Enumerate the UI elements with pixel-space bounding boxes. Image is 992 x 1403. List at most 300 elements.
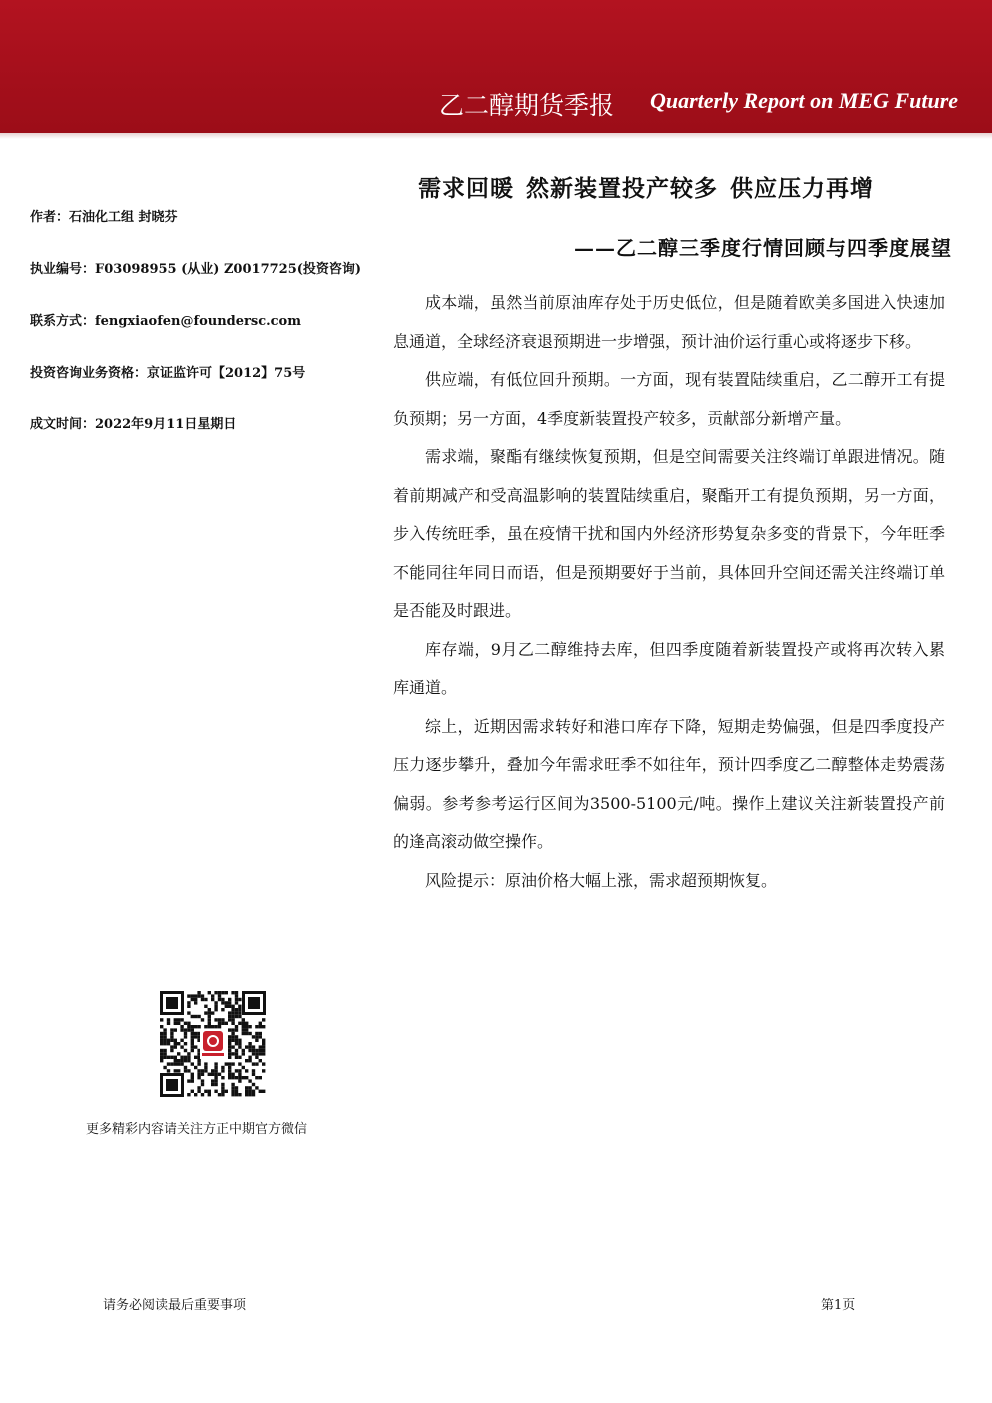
qr-module: [228, 998, 231, 1001]
qr-module: [252, 1035, 255, 1038]
qr-module: [248, 1086, 251, 1089]
qr-module: [248, 1042, 251, 1045]
qr-module: [255, 1052, 258, 1055]
qr-module: [235, 1049, 238, 1052]
qr-module: [228, 1018, 231, 1021]
qr-module: [221, 1066, 224, 1069]
qr-module: [204, 1005, 207, 1008]
qr-module: [228, 1015, 231, 1018]
qr-module: [191, 1062, 194, 1065]
qr-module: [208, 1090, 211, 1093]
qr-module: [214, 1079, 217, 1082]
qr-module: [235, 1015, 238, 1018]
qr-module: [245, 1025, 248, 1028]
qr-module: [191, 1028, 194, 1031]
qr-module: [187, 1052, 190, 1055]
qr-module: [238, 1056, 241, 1059]
qr-module: [214, 1066, 217, 1069]
qr-module: [228, 1045, 231, 1048]
qr-module: [174, 1059, 177, 1062]
qr-module: [167, 1042, 170, 1045]
qr-module: [184, 1056, 187, 1059]
qr-module: [174, 1018, 177, 1021]
qr-module: [187, 1001, 190, 1004]
qr-module: [180, 1062, 183, 1065]
qr-module: [228, 1039, 231, 1042]
header-title-cn: 乙二醇期货季报: [439, 91, 615, 120]
license-number-line: 执业编号：F03098955 (从业) Z0017725(投资咨询): [30, 262, 362, 277]
qr-module: [238, 1008, 241, 1011]
qr-module: [252, 1052, 255, 1055]
qr-module: [197, 1090, 200, 1093]
qr-module: [252, 1093, 255, 1096]
qr-module: [231, 1093, 234, 1096]
author-line: 作者：石油化工组 封晓芬: [30, 210, 178, 225]
qr-module: [262, 1069, 265, 1072]
qr-module: [221, 1008, 224, 1011]
qr-module: [242, 1076, 245, 1079]
qr-module: [221, 1001, 224, 1004]
qr-module: [197, 994, 200, 997]
qr-module: [187, 994, 190, 997]
qr-module: [214, 1083, 217, 1086]
qr-module: [187, 1093, 190, 1096]
qr-module: [191, 1049, 194, 1052]
qr-module: [177, 1022, 180, 1025]
qr-module: [208, 1093, 211, 1096]
qr-module: [201, 1083, 204, 1086]
qr-module: [191, 1090, 194, 1093]
qr-module: [197, 991, 200, 994]
qr-module: [163, 1052, 166, 1055]
qr-module: [242, 1025, 245, 1028]
qr-module: [174, 1022, 177, 1025]
paragraph-demand: 需求端，聚酯有继续恢复预期，但是空间需要关注终端订单跟进情况。随着前期减产和受高温影响的装置陆续重启，聚酯开工有提负预期，另一方面，步入传统旺季，虽在疫情干扰和国内外经济形势复杂多变的背景下，今年旺季不能同往年同日而语，但是预期要好于当前，具体回升空间还需关注终端订单是否能及时跟进。: [393, 447, 945, 620]
qr-module: [252, 1049, 255, 1052]
qr-module: [187, 1025, 190, 1028]
qr-module: [194, 1001, 197, 1004]
qr-module: [187, 1079, 190, 1082]
header-title-en: Quarterly Report on MEG Future: [650, 88, 959, 113]
qr-module: [177, 1059, 180, 1062]
qr-module: [242, 1022, 245, 1025]
qr-module: [221, 1093, 224, 1096]
paragraph-risk: 风险提示：原油价格大幅上涨，需求超预期恢复。: [425, 870, 778, 890]
report-title-part-2: 然新装置投产较多: [526, 175, 718, 202]
qr-module: [228, 1042, 231, 1045]
qr-module: [255, 1032, 258, 1035]
qr-module: [187, 1028, 190, 1031]
qr-module: [204, 1011, 207, 1014]
qr-module: [231, 1045, 234, 1048]
qr-module: [180, 1039, 183, 1042]
qr-module: [231, 1008, 234, 1011]
qr-module: [231, 1083, 234, 1086]
qr-module: [245, 1086, 248, 1089]
qr-module: [214, 1069, 217, 1072]
qr-module: [163, 1049, 166, 1052]
qr-module: [194, 1045, 197, 1048]
qr-module: [262, 1090, 265, 1093]
qr-module: [238, 1069, 241, 1072]
qr-module: [214, 1090, 217, 1093]
qr-module: [235, 1069, 238, 1072]
qr-module: [208, 1022, 211, 1025]
qr-module: [238, 1062, 241, 1065]
paragraph-cost: 成本端，虽然当前原油库存处于历史低位，但是随着欧美多国进入快速加息通道，全球经济衰退预期进一步增强，预计油价运行重心或将逐步下移。: [393, 293, 945, 351]
qr-module: [201, 1093, 204, 1096]
qr-module: [160, 1025, 163, 1028]
qr-module: [208, 1008, 211, 1011]
qr-module: [191, 1073, 194, 1076]
qr-module: [248, 1090, 251, 1093]
qr-module: [221, 1086, 224, 1089]
qualification-line: 投资咨询业务资格：京证监许可【2012】75号: [30, 366, 306, 381]
qr-module: [221, 1090, 224, 1093]
qr-module: [228, 1076, 231, 1079]
qr-module: [167, 1069, 170, 1072]
report-subtitle: ——乙二醇三季度行情回顾与四季度展望: [574, 236, 952, 260]
qr-module: [231, 1086, 234, 1089]
qr-module: [170, 1039, 173, 1042]
qr-module: [248, 1079, 251, 1082]
qr-module: [167, 1039, 170, 1042]
qr-module: [211, 1079, 214, 1082]
qr-module: [252, 1073, 255, 1076]
qr-module: [211, 994, 214, 997]
qr-module: [228, 1066, 231, 1069]
qr-module: [201, 998, 204, 1001]
qr-module: [218, 1018, 221, 1021]
qr-module: [170, 1032, 173, 1035]
qr-module: [218, 998, 221, 1001]
qr-module: [235, 998, 238, 1001]
qr-module: [191, 998, 194, 1001]
qr-module: [242, 1049, 245, 1052]
qr-module: [231, 991, 234, 994]
qr-module: [259, 1032, 262, 1035]
qr-module: [214, 1001, 217, 1004]
qr-module: [191, 1032, 194, 1035]
qr-module: [191, 1076, 194, 1079]
qr-module: [201, 1069, 204, 1072]
qr-module: [218, 1093, 221, 1096]
qr-module: [255, 1035, 258, 1038]
qr-module: [235, 991, 238, 994]
qr-module: [160, 1042, 163, 1045]
qr-module: [191, 1079, 194, 1082]
qr-module: [238, 998, 241, 1001]
qr-module: [235, 1093, 238, 1096]
qr-module: [174, 1062, 177, 1065]
qr-module: [197, 1073, 200, 1076]
qr-module: [228, 1001, 231, 1004]
qr-module: [163, 1042, 166, 1045]
qr-module: [248, 1093, 251, 1096]
qr-module: [197, 1069, 200, 1072]
qr-module: [242, 1052, 245, 1055]
qr-module: [163, 1056, 166, 1059]
qr-module: [201, 994, 204, 997]
qr-module: [245, 1076, 248, 1079]
qr-module: [231, 1035, 234, 1038]
qr-module: [238, 1079, 241, 1082]
qr-module: [228, 1069, 231, 1072]
qr-module: [259, 1090, 262, 1093]
qr-module: [255, 1056, 258, 1059]
paragraph-supply: 供应端，有低位回升预期。一方面，现有装置陆续重启，乙二醇开工有提负预期；另一方面，4季度新装置投产较多，贡献部分新增产量。: [393, 370, 945, 428]
qr-module: [235, 1008, 238, 1011]
qr-module: [214, 1018, 217, 1021]
qr-module: [194, 998, 197, 1001]
qr-module: [187, 1056, 190, 1059]
qr-module: [167, 1056, 170, 1059]
page-number: 第1页: [821, 1298, 856, 1313]
qr-module: [235, 1052, 238, 1055]
qr-module: [163, 1066, 166, 1069]
qr-module: [255, 1086, 258, 1089]
qr-module: [252, 1069, 255, 1072]
qr-module: [180, 1056, 183, 1059]
qr-module: [259, 1076, 262, 1079]
qr-module: [262, 1062, 265, 1065]
qr-module: [191, 1035, 194, 1038]
qr-module: [194, 1025, 197, 1028]
qr-module: [191, 1015, 194, 1018]
qr-module: [204, 1062, 207, 1065]
qr-module: [174, 1056, 177, 1059]
qr-module: [191, 1025, 194, 1028]
qr-module: [194, 1093, 197, 1096]
qr-module: [167, 1018, 170, 1021]
qr-module: [231, 1015, 234, 1018]
qr-module: [214, 1076, 217, 1079]
qr-module: [211, 1083, 214, 1086]
qr-module: [174, 1042, 177, 1045]
qr-module: [255, 1025, 258, 1028]
qr-module: [218, 1022, 221, 1025]
qr-module: [211, 1011, 214, 1014]
qr-module: [191, 1045, 194, 1048]
qr-module: [160, 1056, 163, 1059]
qr-module: [221, 1083, 224, 1086]
report-title-part-1: 需求回暖: [418, 175, 514, 202]
qr-module: [218, 1025, 221, 1028]
qr-module: [221, 998, 224, 1001]
qr-module: [248, 1032, 251, 1035]
qr-module: [214, 1062, 217, 1065]
qr-module: [259, 1035, 262, 1038]
qr-module: [262, 1042, 265, 1045]
qr-module: [235, 1028, 238, 1031]
qr-module: [228, 1005, 231, 1008]
qr-module: [231, 1039, 234, 1042]
qr-module: [180, 1018, 183, 1021]
header-banner-shadow: [0, 133, 992, 139]
qr-module: [208, 1011, 211, 1014]
report-title-part-3: 供应压力再增: [730, 175, 874, 202]
qr-module: [197, 1062, 200, 1065]
contact-line: 联系方式：fengxiaofen@foundersc.com: [30, 314, 301, 329]
report-title: [418, 170, 874, 203]
qr-module: [255, 1049, 258, 1052]
qr-module: [177, 1018, 180, 1021]
qr-module: [214, 1008, 217, 1011]
qr-module: [191, 994, 194, 997]
qr-module: [252, 1045, 255, 1048]
qr-module: [242, 1018, 245, 1021]
paragraph-inventory: 库存端，9月乙二醇维持去库，但四季度随着新装置投产或将再次转入累库通道。: [393, 639, 945, 697]
qr-module: [252, 1090, 255, 1093]
qr-module: [259, 1049, 262, 1052]
qr-module: [197, 1076, 200, 1079]
qr-module: [208, 1018, 211, 1021]
qr-module: [211, 998, 214, 1001]
qr-module: [180, 1028, 183, 1031]
qr-module: [262, 1052, 265, 1055]
qr-module: [225, 1090, 228, 1093]
qr-module: [160, 1039, 163, 1042]
qr-module: [231, 1090, 234, 1093]
qr-module: [245, 1069, 248, 1072]
qr-module: [235, 1056, 238, 1059]
qr-module: [225, 1062, 228, 1065]
qr-module: [218, 1073, 221, 1076]
qr-module: [208, 1025, 211, 1028]
qr-module: [235, 1042, 238, 1045]
qr-module: [177, 1042, 180, 1045]
qr-module: [228, 1062, 231, 1065]
qr-module: [208, 991, 211, 994]
qr-module: [211, 1073, 214, 1076]
paragraph-summary: 综上，近期因需求转好和港口库存下降，短期走势偏强，但是四季度投产压力逐步攀升，叠加今年需求旺季不如往年，预计四季度乙二醇整体走势震荡偏弱。参考参考运行区间为3500-5100元/吨。操作上建议关注新装置投产前的逢高滚动做空操作。: [393, 716, 945, 851]
qr-module: [204, 1090, 207, 1093]
qr-module: [187, 1005, 190, 1008]
qr-module: [248, 1059, 251, 1062]
qr-module: [221, 1069, 224, 1072]
qr-module: [238, 1015, 241, 1018]
qr-module: [170, 1028, 173, 1031]
qr-module: [170, 1045, 173, 1048]
qr-module: [184, 1049, 187, 1052]
qr-module: [231, 1076, 234, 1079]
qr-module: [245, 1022, 248, 1025]
qr-module: [255, 1062, 258, 1065]
qr-module: [259, 1022, 262, 1025]
wechat-qr-code: [158, 989, 268, 1099]
qr-module: [194, 1035, 197, 1038]
qr-module: [167, 1062, 170, 1065]
qr-module: [174, 1028, 177, 1031]
qr-module: [221, 1022, 224, 1025]
qr-module: [228, 1035, 231, 1038]
qr-module: [252, 1062, 255, 1065]
qr-module: [177, 1069, 180, 1072]
qr-module: [259, 1052, 262, 1055]
qr-module: [238, 1076, 241, 1079]
qr-module: [231, 1062, 234, 1065]
qr-module: [218, 991, 221, 994]
qr-module: [191, 1039, 194, 1042]
qr-module: [242, 1066, 245, 1069]
qr-caption: 更多精彩内容请关注方正中期官方微信: [86, 1122, 308, 1137]
qr-module: [262, 1025, 265, 1028]
qr-module: [228, 1028, 231, 1031]
qr-module: [231, 1052, 234, 1055]
qr-module: [228, 1049, 231, 1052]
qr-module: [208, 1015, 211, 1018]
date-line: 成文时间：2022年9月11日星期日: [30, 417, 237, 432]
qr-module: [187, 1059, 190, 1062]
qr-module: [214, 1073, 217, 1076]
qr-module: [167, 1022, 170, 1025]
qr-module: [235, 994, 238, 997]
qr-module: [238, 1011, 241, 1014]
qr-module: [252, 1083, 255, 1086]
qr-module: [238, 1022, 241, 1025]
qr-module: [262, 1045, 265, 1048]
qr-module: [231, 1028, 234, 1031]
qr-module: [211, 1069, 214, 1072]
qr-module: [184, 1059, 187, 1062]
qr-module: [259, 1045, 262, 1048]
qr-module: [262, 1018, 265, 1021]
qr-module: [160, 1049, 163, 1052]
qr-module: [231, 1005, 234, 1008]
qr-module: [194, 994, 197, 997]
qr-module: [245, 1032, 248, 1035]
qr-module: [201, 1018, 204, 1021]
qr-module: [245, 1090, 248, 1093]
qr-module: [245, 1059, 248, 1062]
qr-module: [180, 1025, 183, 1028]
qr-module: [163, 1035, 166, 1038]
qr-module: [231, 1073, 234, 1076]
qr-module: [238, 1045, 241, 1048]
qr-module: [170, 1035, 173, 1038]
qr-module: [174, 1045, 177, 1048]
qr-module: [184, 1035, 187, 1038]
qr-module: [177, 1052, 180, 1055]
qr-module: [170, 1062, 173, 1065]
qr-module: [248, 1025, 251, 1028]
qr-module: [221, 1076, 224, 1079]
qr-module: [228, 1011, 231, 1014]
qr-module: [160, 1059, 163, 1062]
qr-module: [174, 1039, 177, 1042]
qr-module: [184, 1042, 187, 1045]
qr-module: [197, 1015, 200, 1018]
qr-module: [218, 994, 221, 997]
qr-module: [201, 1079, 204, 1082]
qr-module: [248, 1045, 251, 1048]
qr-module: [204, 998, 207, 1001]
qr-module: [204, 1066, 207, 1069]
qr-module: [262, 1049, 265, 1052]
qr-module: [225, 991, 228, 994]
qr-module: [170, 1049, 173, 1052]
qr-module: [163, 1032, 166, 1035]
qr-module: [194, 1056, 197, 1059]
qr-module: [204, 1025, 207, 1028]
qr-module: [191, 1042, 194, 1045]
qr-module: [248, 1049, 251, 1052]
qr-module: [235, 1001, 238, 1004]
qr-module: [184, 1069, 187, 1072]
qr-module: [208, 1073, 211, 1076]
qr-module: [194, 1015, 197, 1018]
qr-module: [214, 1005, 217, 1008]
